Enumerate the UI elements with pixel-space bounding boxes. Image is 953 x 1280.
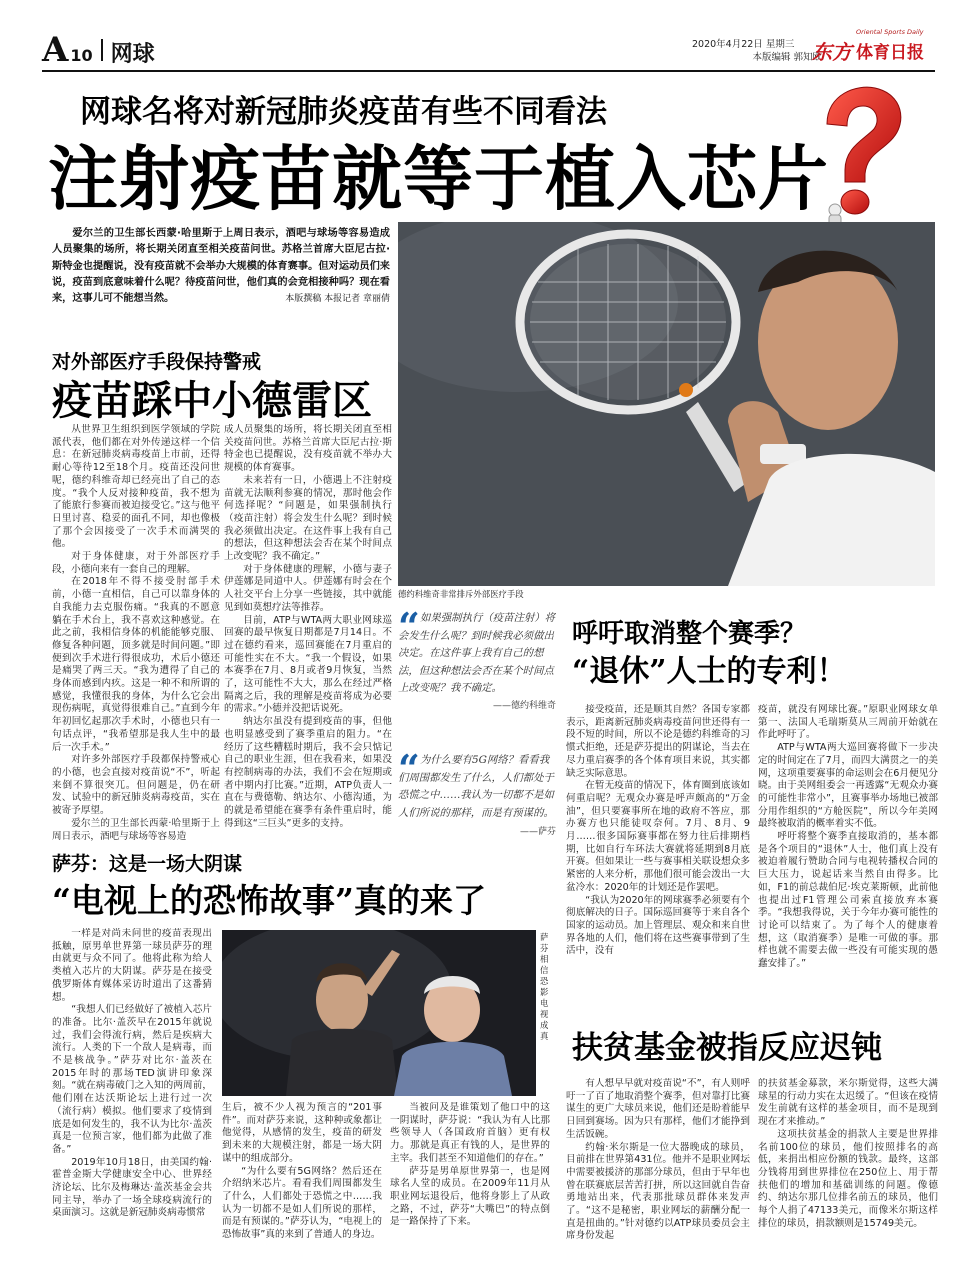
main-title: 注射疫苗就等于植入芯片 — [48, 137, 829, 220]
section1-paragraph: 对于身体健康的理解，小德与妻子伊莲娜是同道中人。伊莲娜有时会在个人社交平台上分享一些链接，其中就能见到如莫想疗法等推荐。 — [224, 563, 392, 613]
pull-quote-djokovic — [398, 604, 556, 740]
section1-paragraph: 爱尔兰的卫生部长西蒙·哈里斯于上周日表示，酒吧与球场等容易造 — [52, 817, 220, 842]
section2-title-line2: “退休”人士的专利！ — [572, 654, 847, 689]
pull-quote-text: 为什么要有5G网络？看看我们周围都发生了什么，人们都处于恐慌之中……我认为一切都不是如人们所说的那样，而是有预谋的。 — [398, 754, 554, 819]
publish-date: 2020年4月22日 星期三 — [692, 39, 795, 50]
pull-quote-text: 如果强制执行（疫苗注射）将会发生什么呢？到时候我必须做出决定。在这件事上我有自己的想法，但这种想法会否在某个时间点上改变呢？我不确定。 — [398, 612, 556, 694]
section1-title: 疫苗踩中小德雷区 — [52, 377, 372, 424]
pull-quote-safin — [398, 746, 556, 862]
main-lead-text: 爱尔兰的卫生部长西蒙·哈里斯于上周日表示，酒吧与球场等容易造成人员聚集的场所，将长期关闭直至相关疫苗问世。苏格兰首席大臣尼古拉·斯特金也提醒说，没有疫苗就不会举办大规模的体育赛事。但对运动员们来说，疫苗到底意味着什么呢？待疫苗问世，他们真的会竞相接种吗？现在看来，这事儿可不能想当然。 — [52, 228, 390, 305]
section2-paragraph: “我认为2020年的网球赛季必须要有个彻底解决的日子。国际巡回赛等于来自各个国家的运动员。加上管理层、观众和来自世界各地的人们，他们将在这些赛事带到了生活中，没有 — [566, 894, 750, 957]
section2-column-1 — [566, 704, 750, 1040]
section4-paragraph: 的扶贫基金募款，米尔斯觉得，这些大满球星的行动力实在太迟缓了。“但该在疫情发生前就有这样的基金项目，而不是现到现在才来推动。” — [758, 1078, 938, 1128]
section3-column-1 — [52, 928, 212, 1254]
section4-paragraph: 这项扶贫基金的捐款人主要是世界排名前100位的球员，他们按照排名的高低，来捐出相应份额的钱款。最终，这部分钱将用到世界排位在250位上、用于帮扶他们的增加和基础训练的问题。像德约、纳达尔那几位排名前五的球员，他们每个人捐了47133美元，而像米尔斯这样排位的球员，捐款额则是15749美元。 — [758, 1128, 938, 1229]
section-name: 网球 — [110, 41, 155, 67]
section1-paragraph: 对许多外部医疗手段都保持警戒心的小德，也会直接对疫苗说“不”，听起来倒不算很突兀。但问题是，仍在研发、试验中的新冠肺炎病毒疫苗，实在被寄予厚望。 — [52, 754, 220, 817]
section2-paragraph: 疫苗，就没有网球比赛。”原职业网球女单第一、法国人毛瑞斯莫从三周前开始就在作此呼吁了。 — [758, 704, 938, 741]
section1-paragraph: 从世界卫生组织到医学领域的学院派代表，他们都在对外传递这样一个信息：在新冠肺炎病毒疫苗上市前，还得耐心等待12至18个月。疫苗还没问世呢，德约科维奇却已经亮出了自己的态度。“我个人反对接种疫苗，我不想为了能旅行参赛而被迫接受它。”这与他平日里讨喜、稳妥的面孔不同，却也像极了那个会因接受了一次手术而满哭的他。 — [52, 424, 220, 550]
section4-title: 扶贫基金被指反应迟钝 — [572, 1030, 882, 1066]
dateline — [692, 38, 822, 64]
section-divider — [101, 39, 103, 61]
section4-column-1 — [566, 1078, 750, 1254]
section1-column-2 — [224, 424, 392, 846]
section3-kicker: 萨芬：这是一场大阴谋 — [52, 853, 243, 875]
section1-paragraph: 未来若有一日，小德遇上不注射疫苗就无法顺利参赛的情况，那时他会作何选择呢？“问题是，如果强制执行（疫苗注射）将会发生什么呢？到时候我必须做出决定。在这件事上我有自己的想法，但这种想法会否在某个时间点上改变呢？我不确定。” — [224, 474, 392, 563]
section2-title-line1: 呼吁取消整个赛季？ — [572, 619, 807, 649]
djokovic-illustration — [398, 222, 935, 586]
section2-paragraph: ATP与WTA两大巡回赛将做下一步决定的时间定在了7月，而四大满贯之一的美网，这项重要赛事的命运则会在6月便见分晓。由于美网组委会一再透露“无观众办赛的可能性非常小”，且赛事举办场地已被部分用作组织的“方舱医院”，所以今年美网最终被取消的概率着实不低。 — [758, 742, 938, 830]
section1-paragraph: 成人员聚集的场所，将长期关闭直至相关疫苗问世。苏格兰首席大臣尼古拉·斯特金也已提醒说，没有疫苗就不举办大规模的体育赛事。 — [224, 424, 392, 474]
section3-paragraph: 生后，被不少人视为预言的“201事件”。而对萨芬来说，这种种或象都让他觉得，从感情的发生，疫苗的研发到未来的大规模注射，都是一场大阴谋中的组成部分。 — [222, 1102, 382, 1164]
page-number-block — [42, 30, 155, 70]
main-lead — [52, 226, 390, 308]
question-mark-graphic — [805, 82, 910, 232]
masthead-rule — [42, 70, 935, 72]
safin-photo — [222, 930, 536, 1096]
page-number: 10 — [70, 46, 93, 65]
section1-paragraph: 对于身体健康，对于外部医疗手段，小德向来有一套自己的理解。 — [52, 551, 220, 575]
section3-paragraph: 一样是对尚未问世的疫苗表现出抵触，原男单世界第一球员萨芬的理由就更与众不同了。他将此称为给人类植入芯片的大阴谋。萨芬是在接受俄罗斯体育媒体采访时道出了这番猜想。 — [52, 928, 212, 1003]
paper-brand: 东方 — [812, 40, 852, 64]
section1-kicker: 对外部医疗手段保持警戒 — [52, 351, 262, 373]
main-subtitle: 网球名将对新冠肺炎疫苗有些不同看法 — [80, 94, 607, 130]
section4-paragraph: 约翰·米尔斯是一位大器晚成的球员，目前排在世界第431位。他并不是职业网坛中需要被援济的那部分球员，但由于早年也曾在联赛底层苦苦打拼，所以这回就自告奋勇地站出来，代表那批球员群体来发声了。“这不是秘密，职业网坛的薪酬分配一直是扭曲的。”针对德约以ATP球员委员会主席身份发起 — [566, 1141, 750, 1242]
djokovic-photo-caption: 德约科维奇非常排斥外部医疗手段 — [398, 589, 524, 599]
section1-paragraph: 在2018年不得不接受肘部手术前，小德一直相信，自己可以靠身体的自我能力去克服伤痛。“我真的不愿意躺在手术台上，我不喜欢这种感觉。在此之前，我相信身体的机能能够克服、修复各种问题，顶多就是时间问题。”即便到次手术进行得很成功，术后小德还是痛哭了两三天。“我为遭得了自己的身体而感到内疚。这是一种不和所谓的感觉，我懂很我的身体，为什么它会出现伤病呢，真觉得很难自己。”直到今年年初回忆起那次手术时，小德也只有一句话点评，“我希望那是我人生中的最后一次手术。” — [52, 576, 220, 753]
section2-paragraph: 在暂无疫苗的情况下，体育圈到底该如何重启呢？无观众办赛是呼声颇高的“万金油”，但只要赛事所在地的政府不答应，那办赛方也只能徒叹奈何。7月、8月、9月……很多国际赛事都在努力往后排期档期，比如自行车环法大赛就将延期到8月底开赛。但如果让一些与赛事相关联设想众多紧密的人来分析，那他们很可能会泼出一大盆冷水：2020年的计划还是作罢吧。 — [566, 780, 750, 893]
page-editor: 本版编辑 郭知欧 — [752, 52, 822, 63]
paper-logo — [812, 28, 932, 68]
quote-mark-icon: “ — [398, 604, 420, 649]
section4-column-2 — [758, 1078, 938, 1254]
page-letter: A — [42, 30, 69, 70]
djokovic-photo — [398, 222, 935, 586]
section1-paragraph: 纳达尔虽没有提到疫苗的事，但他也明显感受到了赛季重启的阻力。“在经历了这些糟糕时期后，我不会只惦记自己的职业生涯，但在我看来，如果没有控制病毒的办法，我们不会在短期或者中期内打比赛。”近期，ATP负责人一直在与费德勒、纳达尔、小德沟通，为的就是希望能在赛季有条件重启时，能得到这“三巨头”更多的支持。 — [224, 716, 392, 829]
section3-paragraph: “我想人们已经做好了被植入芯片的准备。比尔·盖茨早在2015年就说过，我们会得流行病，然后是疾病大流行。人类的下一个敌人是病毒，而不是核战争。”萨芬对比尔·盖茨在2015年时的那场TED演讲印象深刻。“就在病毒破门之入知的两周前，他们刚在达沃斯论坛上进行过一次（流行病）模拟。他们要求了疫情到底是如何发生的，我不认为比尔·盖茨真是一位预言家，他们都为此做了准备。” — [52, 1004, 212, 1155]
paper-name: 体育日报 — [856, 43, 924, 63]
section4-paragraph: 有人想早早就对疫苗说“不”，有人则呼吁一了百了地取消整个赛季，但对靠打比赛谋生的更广大球员来说，他们还是盼着能早日回到赛场。因为只有那样，他们才能挣到生活饭碗。 — [566, 1078, 750, 1140]
section3-paragraph: “为什么要有5G网络？然后还在介绍纳米芯片。看看我们周围都发生了什么，人们都处于恐慌之中……我认为一切都不是如人们所说的那样，而是有预谋的。”萨芬认为，“电视上的恐怖故事”真的来到了普通人的身边。 — [222, 1165, 382, 1241]
section1-paragraph: 目前，ATP与WTA两大职业网球巡回赛的最早恢复日期都是7月14日。不过在德约看来，巡回赛能在7月重启的可能性实在不大。“我一个假设，如果本赛季在7月、8月或者9月恢复，当然了，这可能性不大大，那么在经过严格隔离之后，我的理解是疫苗将成为必要的需求。”小德并没把话说死。 — [224, 614, 392, 715]
section3-column-3 — [390, 1102, 550, 1252]
section3-paragraph: 当被问及是谁策划了他口中的这一阴谋时，萨芬说：“我认为有人比那些领导人（各国政府首脑）更有权力。那就是真正有钱的人，是世界的主宰。我们甚至不知道他们的存在。” — [390, 1102, 550, 1164]
section2-column-2 — [758, 704, 938, 1040]
section3-column-2 — [222, 1102, 382, 1252]
pull-quote-source: ——德约科维奇 — [492, 701, 556, 711]
safin-photo-caption: 萨芬相信恐影电视成真 — [540, 932, 549, 1041]
section3-title: “电视上的恐怖故事”真的来了 — [52, 881, 486, 920]
section2-paragraph: 呼吁将整个赛季直接取消的，基本都是各个项目的“退休”人士，他们真上没有被迫着履行赞助合同与电视转播权合同的巨大压力，说起话来当然自由得多。比如，F1的前总裁伯尼·埃克莱斯顿，此前他也提出过F1管理公司索直接放弃本赛季。“我想我得说，关于今年办赛可能性的讨论可以结束了。为了每个人的健康着想，这（取消赛季）是唯一可做的事。那样也就不需要去做一些没有可能实现的愚蠢安排了。” — [758, 831, 938, 970]
section2-paragraph: 接受疫苗，还是顺其自然？各国专家都表示，距离新冠肺炎病毒疫苗问世还得有一段不短的时间，所以不论是德约科维奇的习惯式拒绝，还是萨芬提出的阴谋论，当去在尽力重启赛季的各个体育项目来说，其实都缺乏实际意思。 — [566, 704, 750, 779]
quote-mark-icon: “ — [398, 746, 420, 791]
section3-paragraph: 2019年10月18日，由美国约翰·霍普金斯大学健康安全中心、世界经济论坛、比尔及梅琳达·盖茨基金会共同主导，举办了一场全球疫病流行的桌面演习。这就是新冠肺炎病毒惯常 — [52, 1156, 212, 1219]
paper-brand-en: Oriental Sports Daily — [856, 28, 924, 36]
pull-quote-source: ——萨芬 — [519, 827, 556, 837]
section1-column-1 — [52, 424, 220, 846]
section3-paragraph: 萨芬是男单原世界第一，也是网球名人堂的成员。在2009年11月从职业网坛退役后，他将身影上了从政之路，不过，萨芬“大嘴巴”的特点倒是一路保持了下来。 — [390, 1165, 550, 1228]
safin-illustration — [222, 930, 536, 1096]
main-byline: 本版撰稿 本报记者 章丽倩 — [285, 294, 390, 305]
